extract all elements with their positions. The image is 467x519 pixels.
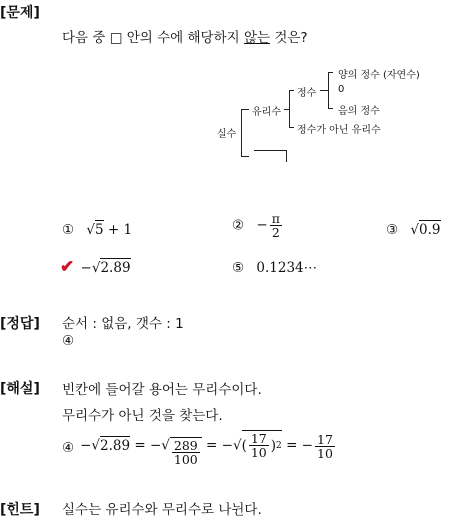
diagram-tick-rational	[241, 109, 249, 110]
choice-1[interactable]	[62, 222, 132, 238]
diagram-blank-box-top	[254, 150, 286, 151]
choice-4-expr: −√2.89	[80, 260, 131, 276]
equation-marker: ④	[62, 439, 75, 456]
choice-5[interactable]	[232, 260, 317, 276]
answer-label: [정답]	[0, 316, 40, 332]
explanation-line-2: 무리수가 아닌 것을 찾는다.	[62, 408, 223, 424]
choice-5-marker: ⑤	[232, 260, 245, 276]
choice-3[interactable]	[386, 222, 441, 238]
explanation-equation	[62, 430, 337, 466]
diagram-positive-label: 양의 정수 (자연수)	[338, 70, 420, 81]
problem-stem	[62, 26, 308, 46]
diagram-tick-negative	[328, 108, 333, 109]
stem-post: 것은?	[270, 30, 308, 46]
diagram-root-label: 실수	[217, 129, 237, 140]
diagram-rational-label: 유리수	[252, 107, 281, 118]
answer-order-line: 순서 : 없음, 갯수 : 1	[62, 316, 184, 332]
diagram-tick-nonint	[289, 127, 294, 128]
stem-underlined: 않는	[243, 30, 271, 46]
diagram-integer-dash	[320, 90, 328, 91]
hint-label: [힌트]	[0, 502, 40, 518]
stem-pre: 다음 중 □ 안의 수에 해당하지	[62, 30, 244, 46]
equation-body: −√2.89 = −√ $\frac{289}{100}$ = −√( $\frac{17}{10}$ ) 2 = − $\frac{17}{10}$	[80, 431, 333, 467]
explanation-label: [해설]	[0, 381, 40, 397]
answer-value: ④	[62, 333, 75, 349]
diagram-tick-integer	[289, 90, 294, 91]
choice-4[interactable]	[60, 257, 131, 277]
hint-text: 실수는 유리수와 무리수로 나뉜다.	[62, 502, 262, 518]
diagram-integer-label: 정수	[297, 88, 317, 99]
choice-2[interactable]	[232, 212, 284, 239]
diagram-tick-blank	[241, 156, 249, 157]
diagram-zero-label: 0	[338, 84, 345, 95]
checkmark-icon: ✔	[60, 257, 75, 277]
problem-label: [문제]	[0, 5, 40, 21]
diagram-negative-label: 음의 정수	[338, 106, 380, 117]
explanation-line-1: 빈칸에 들어갈 용어는 무리수이다.	[62, 382, 262, 398]
choice-1-marker: ①	[62, 222, 75, 238]
diagram-bracket-main	[241, 109, 242, 157]
choice-2-marker: ②	[232, 217, 245, 234]
diagram-blank-box-side	[286, 150, 287, 162]
choice-3-marker: ③	[386, 222, 399, 238]
choice-3-expr: √0.9	[410, 222, 441, 238]
diagram-tick-positive	[328, 72, 333, 73]
choice-2-expr: − $\frac{\pi}{2}$	[256, 211, 280, 241]
choice-5-expr: 0.1234⋯	[256, 260, 318, 276]
choice-1-expr: √5 + 1	[86, 222, 133, 238]
diagram-bracket-integer	[328, 72, 329, 109]
diagram-bracket-rational	[289, 90, 290, 128]
diagram-nonint-label: 정수가 아닌 유리수	[297, 125, 381, 136]
